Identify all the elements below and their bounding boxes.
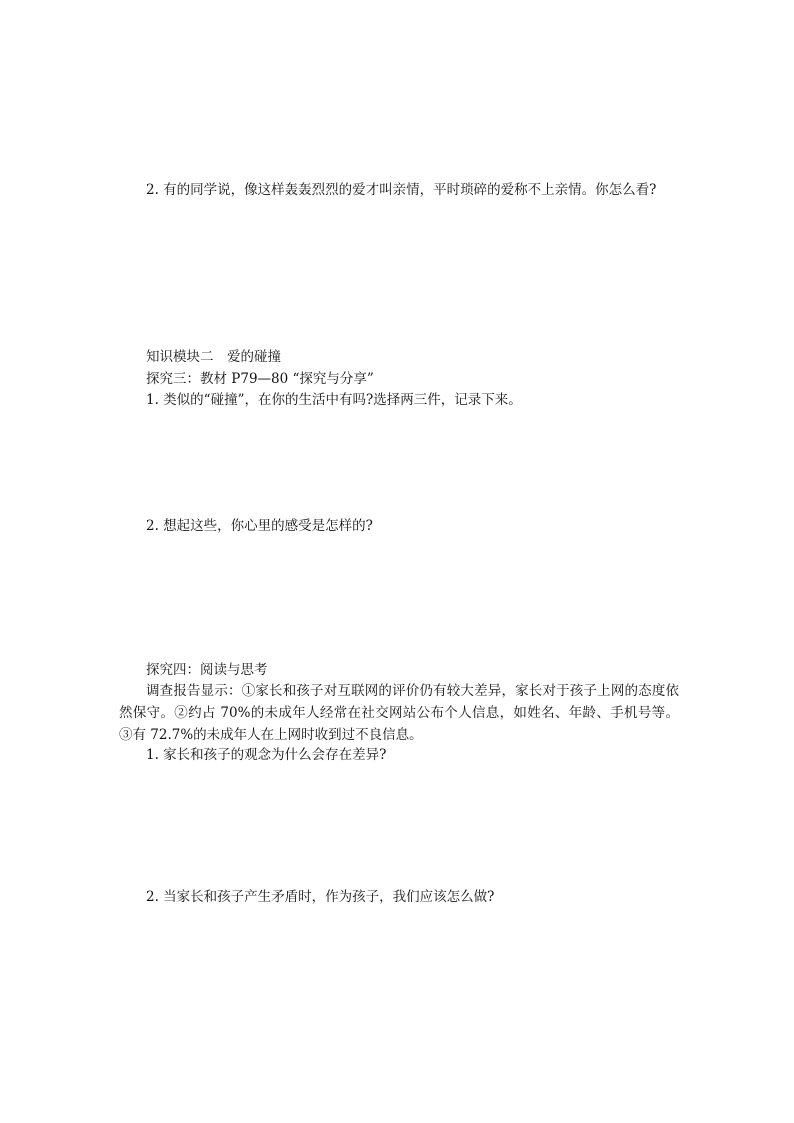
explore3-question-1: 1. 类似的“碰撞”，在你的生活中有吗?选择两三件，记录下来。	[146, 392, 522, 408]
explore4-question-1: 1. 家长和孩子的观念为什么会存在差异?	[146, 747, 387, 763]
explore4-passage: 调查报告显示：①家长和孩子对互联网的评价仍有较大差异，家长对于孩子上网的态度依然保守。②约占 70%的未成年人经常在社交网站公布个人信息，如姓名、年龄、手机号等。③有 72.7%的未成年人在上网时收到过不良信息。	[119, 683, 679, 743]
module2-heading: 知识模块二 爱的碰撞	[146, 349, 281, 365]
explore4-question-2: 2. 当家长和孩子产生矛盾时，作为孩子，我们应该怎么做?	[146, 889, 495, 905]
explore4-heading: 探究四：阅读与思考	[146, 662, 268, 678]
explore3-heading: 探究三：教材 P79—80 “探究与分享”	[146, 371, 374, 387]
question-module1-2: 2. 有的同学说，像这样轰轰烈烈的爱才叫亲情，平时琐碎的爱称不上亲情。你怎么看?	[146, 182, 657, 198]
explore3-question-2: 2. 想起这些，你心里的感受是怎样的?	[146, 518, 373, 534]
